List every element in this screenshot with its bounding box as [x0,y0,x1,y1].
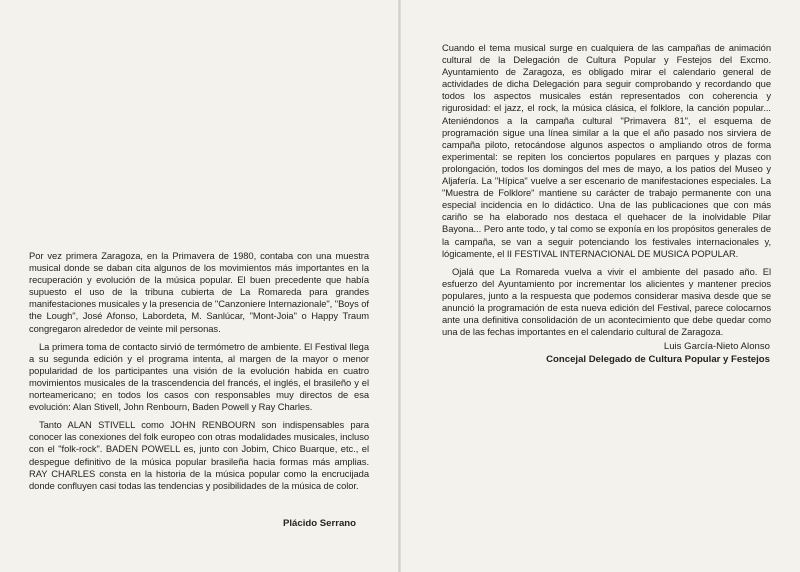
left-paragraph-1: Por vez primera Zaragoza, en la Primavera de 1980, contaba con una muestra musical donde se daban cita algunos de los movimientos más importantes en la recuperación y evolución de la música popular. El buen precedente que había supuesto el uso de la tribuna cubierta de La Romareda para grandes manifestaciones musicales y la presencia de "Canzoniere Internazionale", "Boys of the Lough", José Afonso, Labordeta, M. Sanlúcar, "Mont-Joia" o Happy Traum congregaron alrededor de veinte mil personas. [29,250,369,334]
left-paragraph-2: La primera toma de contacto sirvió de termómetro de ambiente. El Festival llega a su segunda edición y el programa intenta, al margen de la mayor o menor popularidad de los participantes una visión de la evolución habida en cuatro movimientos musicales de la trascendencia del francés, el inglés, el brasileño y el norteamericano; en todos los casos con responsables muy directos de esa evolución: Alan Stivell, John Renbourn, Baden Powell y Ray Charles. [29,340,369,413]
left-text-column [29,250,369,498]
signature-name: Luis García-Nieto Alonso [663,341,770,352]
right-signature [480,340,770,366]
right-paragraph-1: Cuando el tema musical surge en cualquiera de las campañas de animación cultural de la Delegación de Cultura Popular y Festejos del Excmo. Ayuntamiento de Zaragoza, es obligado mirar el calendario general de actividades de dicha Delegación para seguir comprobando y recordando que todos los aspectos musicales están representados con coherencia y rigurosidad: el jazz, el rock, la música clásica, el folklore, la canción popular... Ateniéndonos a la campaña cultural "Primavera 81", el esquema de programación sigue una línea similar a la que el año pasado nos sirviera de campaña piloto, retocándose algunos aspectos o ampliando otros de forma experimental: se repiten los conciertos populares en parques y plazas con prolongación, todos los domingos del mes de mayo, a los patios del Museo y Aljafería. La "Hípica" vuelve a ser escenario de manifestaciones especiales. La "Muestra de Folklore" mantiene su carácter de trabajo permanente con una especial incidencia en lo didáctico. Una de las publicaciones que con más cariño se ha elaborado nos destaca el quehacer de la inolvidable Pilar Bayona... Pero ante todo, y tal como se exponía en los propósitos generales de la campaña, se van a seguir potenciando los festivales internacionales y, lógicamente, el II FESTIVAL INTERNACIONAL DE MUSICA POPULAR. [442,42,771,259]
signature-title: Concejal Delegado de Cultura Popular y Festejos [546,354,770,365]
left-paragraph-3: Tanto ALAN STIVELL como JOHN RENBOURN son indispensables para conocer las conexiones del folk europeo con otras modalidades musicales, incluso con el "folk-rock". BADEN POWELL es, junto con Jobim, Chico Buarque, etc., el despegue definitivo de la música popular brasileña hacia formas más amplias. RAY CHARLES consta en la historia de la música popular como la encrucijada donde confluyen casi todas las tendencias y posibilidades de la música de color. [29,419,369,491]
right-paragraph-2: Ojalá que La Romareda vuelva a vivir el ambiente del pasado año. El esfuerzo del Ayuntamiento por incrementar los alicientes y mantener precios populares, junto a la respuesta que podemos considerar masiva desde que se anunció la programación de esta nueva edición del Festival, parece colocarnos ante una definitiva consolidación de un acontecimiento que debe quedar como una de las fechas importantes en el calendario cultural de Zaragoza. [442,265,771,338]
right-text-column [442,42,771,344]
left-signature: Plácido Serrano [282,518,356,529]
